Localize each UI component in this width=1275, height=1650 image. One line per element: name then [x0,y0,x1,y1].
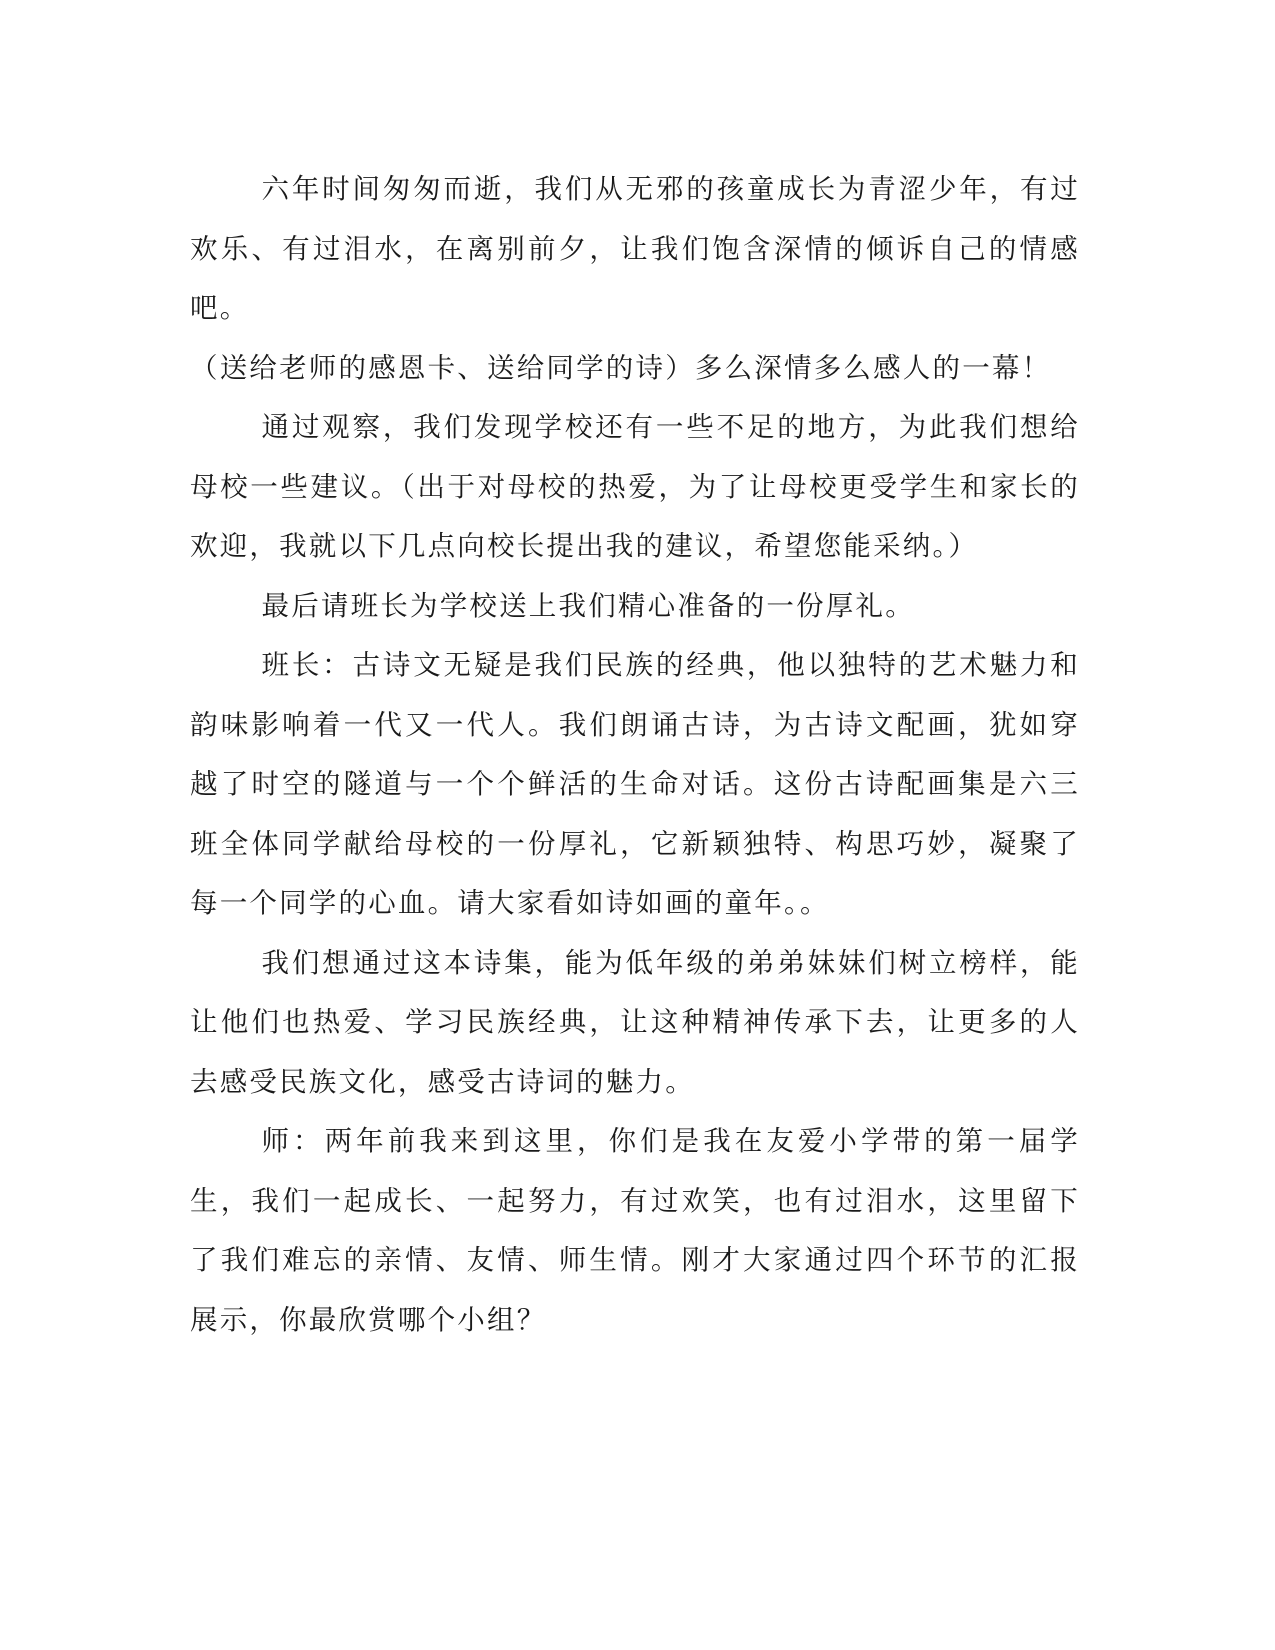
paragraph-farewell: 六年时间匆匆而逝，我们从无邪的孩童成长为青涩少年，有过欢乐、有过泪水，在离别前夕，让我们饱含深情的倾诉自己的情感吧。 [190,173,1080,324]
paragraph-poetry-collection: 我们想通过这本诗集，能为低年级的弟弟妹妹们树立榜样，能让他们也热爱、学习民族经典，让这种精神传承下去，让更多的人去感受民族文化，感受古诗词的魅力。 [190,946,1080,1098]
paragraph-monitor-intro: 最后请班长为学校送上我们精心准备的一份厚礼。 [261,589,915,622]
paragraph-suggestions: 通过观察，我们发现学校还有一些不足的地方，为此我们想给母校一些建议。（出于对母校的热爱，为了让母校更受学生和家长的欢迎，我就以下几点向校长提出我的建议，希望您能采纳。） [190,411,1080,562]
paragraph-teacher-speech: 师：两年前我来到这里，你们是我在友爱小学带的第一届学生，我们一起成长、一起努力，有过欢笑，也有过泪水，这里留下了我们难忘的亲情、友情、师生情。刚才大家通过四个环节的汇报展示，你最欣赏哪个小组？ [190,1125,1080,1336]
paragraph-gifts: （送给老师的感恩卡、送给同学的诗）多么深情多么感人的一幕！ [190,351,1052,384]
document-body [190,160,1080,1350]
paragraph-monitor-speech: 班长：古诗文无疑是我们民族的经典，他以独特的艺术魅力和韵味影响着一代又一代人。我们朗诵古诗，为古诗文配画，犹如穿越了时空的隧道与一个个鲜活的生命对话。这份古诗配画集是六三班全体同学献给母校的一份厚礼，它新颖独特、构思巧妙，凝聚了每一个同学的心血。请大家看如诗如画的童年。。 [190,649,1080,919]
